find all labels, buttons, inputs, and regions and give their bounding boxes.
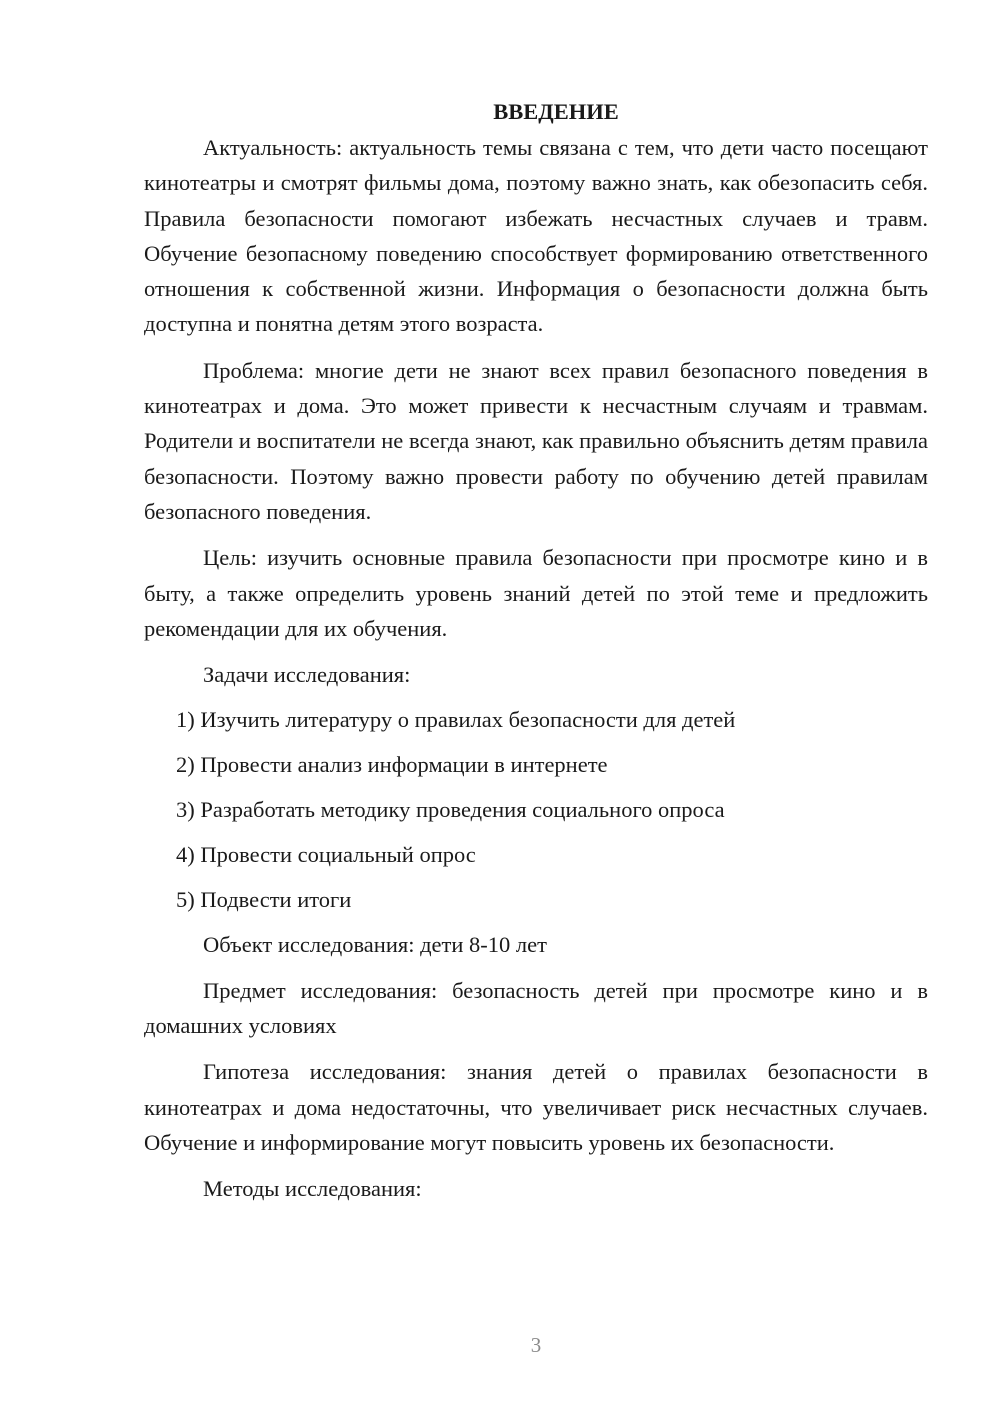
subject-paragraph: Предмет исследования: безопасность детей при просмотре кино и в домашних условиях	[144, 977, 928, 1039]
tasks-list	[144, 702, 928, 917]
list-item: 2) Провести анализ информации в интернете	[176, 752, 608, 778]
hypothesis-paragraph: Гипотеза исследования: знания детей о правилах безопасности в кинотеатрах и дома недостаточны, что увеличивает риск несчастных случаев. Обучение и информирование могут повысить уровень их безопасности.	[144, 1059, 928, 1155]
problem-paragraph: Проблема: многие дети не знают всех правил безопасного поведения в кинотеатрах и дома. Это может привести к несчастным случаям и травмам. Родители и воспитатели не всегда знают, как правильно объяснить детям правила безопасности. Поэтому важно провести работу по обучению детей правилам безопасного поведения.	[144, 357, 928, 524]
goal-paragraph: Цель: изучить основные правила безопасности при просмотре кино и в быту, а также определить уровень знаний детей по этой теме и предложить рекомендации для их обучения.	[144, 545, 928, 641]
list-item: 5) Подвести итоги	[176, 887, 352, 913]
list-item: 3) Разработать методику проведения социального опроса	[176, 797, 725, 823]
list-item: 4) Провести социальный опрос	[176, 842, 476, 868]
object-paragraph: Объект исследования: дети 8-10 лет	[203, 932, 547, 958]
relevance-paragraph: Актуальность: актуальность темы связана с тем, что дети часто посещают кинотеатры и смотрят фильмы дома, поэтому важно знать, как обезопасить себя. Правила безопасности помогают избежать несчастных случаев и травм. Обучение безопасному поведению способствует формированию ответственного отношения к собственной жизни. Информация о безопасности должна быть доступна и понятна детям этого возраста.	[144, 135, 928, 337]
list-item: 1) Изучить литературу о правилах безопасности для детей	[176, 707, 736, 733]
page-number: 3	[530, 1333, 542, 1357]
methods-heading: Методы исследования:	[203, 1176, 422, 1202]
tasks-heading: Задачи исследования:	[203, 662, 411, 688]
page-content	[144, 94, 928, 1218]
page-title: ВВЕДЕНИЕ	[493, 99, 619, 124]
